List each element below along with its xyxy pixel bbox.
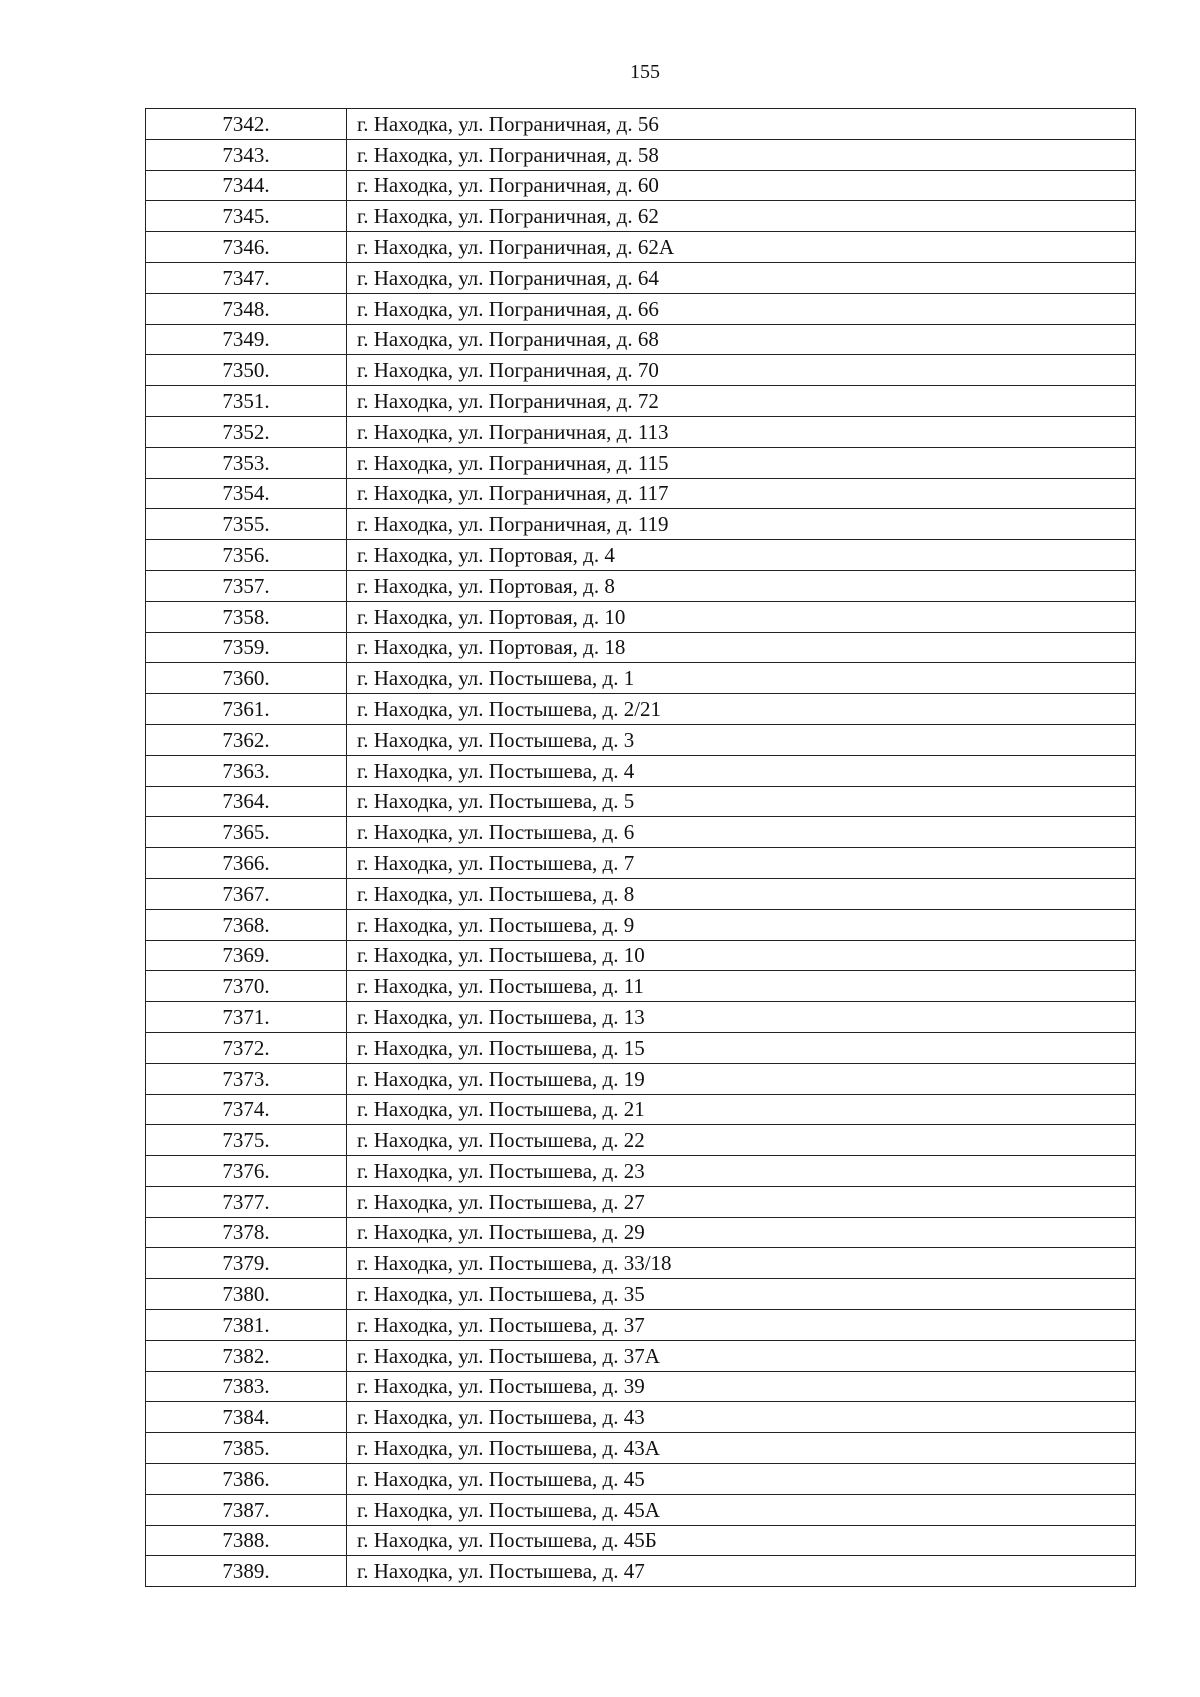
table-row: [146, 570, 1136, 601]
table-row: [146, 386, 1136, 417]
table-row: [146, 1125, 1136, 1156]
row-number: 7372.: [146, 1032, 347, 1063]
row-address: г. Находка, ул. Постышева, д. 2/21: [347, 694, 1136, 725]
row-address: г. Находка, ул. Постышева, д. 21: [347, 1094, 1136, 1125]
table-row: [146, 724, 1136, 755]
table-row: [146, 416, 1136, 447]
table-row: [146, 447, 1136, 478]
row-address: г. Находка, ул. Пограничная, д. 64: [347, 262, 1136, 293]
row-number: 7353.: [146, 447, 347, 478]
row-address: г. Находка, ул. Пограничная, д. 119: [347, 509, 1136, 540]
table-row: [146, 817, 1136, 848]
row-number: 7363.: [146, 755, 347, 786]
row-number: 7368.: [146, 909, 347, 940]
row-number: 7357.: [146, 570, 347, 601]
row-address: г. Находка, ул. Постышева, д. 45Б: [347, 1525, 1136, 1556]
row-address: г. Находка, ул. Постышева, д. 6: [347, 817, 1136, 848]
table-row: [146, 971, 1136, 1002]
row-address: г. Находка, ул. Пограничная, д. 113: [347, 416, 1136, 447]
row-number: 7377.: [146, 1186, 347, 1217]
row-number: 7379.: [146, 1248, 347, 1279]
row-address: г. Находка, ул. Пограничная, д. 70: [347, 355, 1136, 386]
row-number: 7374.: [146, 1094, 347, 1125]
table-row: [146, 1464, 1136, 1495]
row-number: 7362.: [146, 724, 347, 755]
table-row: [146, 1094, 1136, 1125]
row-address: г. Находка, ул. Постышева, д. 27: [347, 1186, 1136, 1217]
row-address: г. Находка, ул. Постышева, д. 45: [347, 1464, 1136, 1495]
table-row: [146, 1494, 1136, 1525]
table-row: [146, 601, 1136, 632]
row-address: г. Находка, ул. Постышева, д. 29: [347, 1217, 1136, 1248]
table-row: [146, 848, 1136, 879]
row-number: 7361.: [146, 694, 347, 725]
table-row: [146, 509, 1136, 540]
row-number: 7364.: [146, 786, 347, 817]
row-address: г. Находка, ул. Постышева, д. 35: [347, 1279, 1136, 1310]
row-address: г. Находка, ул. Пограничная, д. 56: [347, 109, 1136, 140]
row-number: 7387.: [146, 1494, 347, 1525]
table-row: [146, 478, 1136, 509]
row-address: г. Находка, ул. Постышева, д. 37А: [347, 1340, 1136, 1371]
row-address: г. Находка, ул. Пограничная, д. 72: [347, 386, 1136, 417]
row-number: 7381.: [146, 1310, 347, 1341]
row-address: г. Находка, ул. Пограничная, д. 62А: [347, 232, 1136, 263]
row-address: г. Находка, ул. Постышева, д. 43: [347, 1402, 1136, 1433]
row-address: г. Находка, ул. Постышева, д. 1: [347, 663, 1136, 694]
address-table-body: [146, 109, 1136, 1587]
row-number: 7355.: [146, 509, 347, 540]
row-address: г. Находка, ул. Постышева, д. 22: [347, 1125, 1136, 1156]
row-number: 7370.: [146, 971, 347, 1002]
table-row: [146, 540, 1136, 571]
row-number: 7366.: [146, 848, 347, 879]
table-row: [146, 1156, 1136, 1187]
table-row: [146, 232, 1136, 263]
table-row: [146, 1217, 1136, 1248]
row-number: 7375.: [146, 1125, 347, 1156]
row-number: 7380.: [146, 1279, 347, 1310]
row-address: г. Находка, ул. Пограничная, д. 115: [347, 447, 1136, 478]
page-number: 155: [630, 61, 660, 83]
table-row: [146, 1063, 1136, 1094]
table-row: [146, 1525, 1136, 1556]
row-address: г. Находка, ул. Постышева, д. 47: [347, 1556, 1136, 1587]
table-row: [146, 324, 1136, 355]
row-address: г. Находка, ул. Портовая, д. 4: [347, 540, 1136, 571]
address-table: [145, 108, 1136, 1587]
row-number: 7343.: [146, 139, 347, 170]
table-row: [146, 632, 1136, 663]
row-number: 7389.: [146, 1556, 347, 1587]
row-address: г. Находка, ул. Постышева, д. 11: [347, 971, 1136, 1002]
row-number: 7349.: [146, 324, 347, 355]
row-address: г. Находка, ул. Постышева, д. 8: [347, 878, 1136, 909]
row-address: г. Находка, ул. Постышева, д. 43А: [347, 1433, 1136, 1464]
row-address: г. Находка, ул. Постышева, д. 10: [347, 940, 1136, 971]
row-number: 7346.: [146, 232, 347, 263]
table-row: [146, 694, 1136, 725]
table-row: [146, 1310, 1136, 1341]
row-number: 7351.: [146, 386, 347, 417]
row-address: г. Находка, ул. Постышева, д. 13: [347, 1002, 1136, 1033]
row-number: 7350.: [146, 355, 347, 386]
table-row: [146, 663, 1136, 694]
row-number: 7360.: [146, 663, 347, 694]
row-number: 7371.: [146, 1002, 347, 1033]
row-address: г. Находка, ул. Пограничная, д. 68: [347, 324, 1136, 355]
row-number: 7342.: [146, 109, 347, 140]
table-row: [146, 1556, 1136, 1587]
row-number: 7382.: [146, 1340, 347, 1371]
row-address: г. Находка, ул. Постышева, д. 37: [347, 1310, 1136, 1341]
table-row: [146, 170, 1136, 201]
table-row: [146, 355, 1136, 386]
row-address: г. Находка, ул. Пограничная, д. 66: [347, 293, 1136, 324]
row-address: г. Находка, ул. Портовая, д. 10: [347, 601, 1136, 632]
row-number: 7345.: [146, 201, 347, 232]
table-row: [146, 262, 1136, 293]
row-number: 7356.: [146, 540, 347, 571]
row-number: 7358.: [146, 601, 347, 632]
row-number: 7369.: [146, 940, 347, 971]
row-address: г. Находка, ул. Постышева, д. 19: [347, 1063, 1136, 1094]
table-row: [146, 1002, 1136, 1033]
row-address: г. Находка, ул. Постышева, д. 15: [347, 1032, 1136, 1063]
row-address: г. Находка, ул. Пограничная, д. 117: [347, 478, 1136, 509]
table-row: [146, 755, 1136, 786]
row-number: 7344.: [146, 170, 347, 201]
row-address: г. Находка, ул. Постышева, д. 9: [347, 909, 1136, 940]
table-row: [146, 1402, 1136, 1433]
row-address: г. Находка, ул. Постышева, д. 39: [347, 1371, 1136, 1402]
row-number: 7354.: [146, 478, 347, 509]
row-number: 7367.: [146, 878, 347, 909]
row-address: г. Находка, ул. Пограничная, д. 60: [347, 170, 1136, 201]
row-number: 7376.: [146, 1156, 347, 1187]
table-row: [146, 293, 1136, 324]
table-row: [146, 1279, 1136, 1310]
row-number: 7383.: [146, 1371, 347, 1402]
row-number: 7384.: [146, 1402, 347, 1433]
table-row: [146, 1433, 1136, 1464]
row-address: г. Находка, ул. Постышева, д. 3: [347, 724, 1136, 755]
table-row: [146, 1371, 1136, 1402]
row-address: г. Находка, ул. Постышева, д. 4: [347, 755, 1136, 786]
row-number: 7365.: [146, 817, 347, 848]
table-row: [146, 1186, 1136, 1217]
row-address: г. Находка, ул. Портовая, д. 18: [347, 632, 1136, 663]
table-row: [146, 1340, 1136, 1371]
table-row: [146, 1032, 1136, 1063]
row-number: 7386.: [146, 1464, 347, 1495]
row-number: 7373.: [146, 1063, 347, 1094]
row-number: 7378.: [146, 1217, 347, 1248]
table-row: [146, 109, 1136, 140]
row-number: 7348.: [146, 293, 347, 324]
row-address: г. Находка, ул. Постышева, д. 7: [347, 848, 1136, 879]
row-number: 7385.: [146, 1433, 347, 1464]
row-address: г. Находка, ул. Постышева, д. 45А: [347, 1494, 1136, 1525]
row-address: г. Находка, ул. Портовая, д. 8: [347, 570, 1136, 601]
table-row: [146, 201, 1136, 232]
row-number: 7388.: [146, 1525, 347, 1556]
row-address: г. Находка, ул. Постышева, д. 23: [347, 1156, 1136, 1187]
row-number: 7359.: [146, 632, 347, 663]
table-row: [146, 786, 1136, 817]
row-address: г. Находка, ул. Постышева, д. 33/18: [347, 1248, 1136, 1279]
table-row: [146, 940, 1136, 971]
table-row: [146, 878, 1136, 909]
row-address: г. Находка, ул. Постышева, д. 5: [347, 786, 1136, 817]
table-row: [146, 909, 1136, 940]
row-number: 7352.: [146, 416, 347, 447]
table-row: [146, 1248, 1136, 1279]
row-number: 7347.: [146, 262, 347, 293]
row-address: г. Находка, ул. Пограничная, д. 58: [347, 139, 1136, 170]
row-address: г. Находка, ул. Пограничная, д. 62: [347, 201, 1136, 232]
table-row: [146, 139, 1136, 170]
